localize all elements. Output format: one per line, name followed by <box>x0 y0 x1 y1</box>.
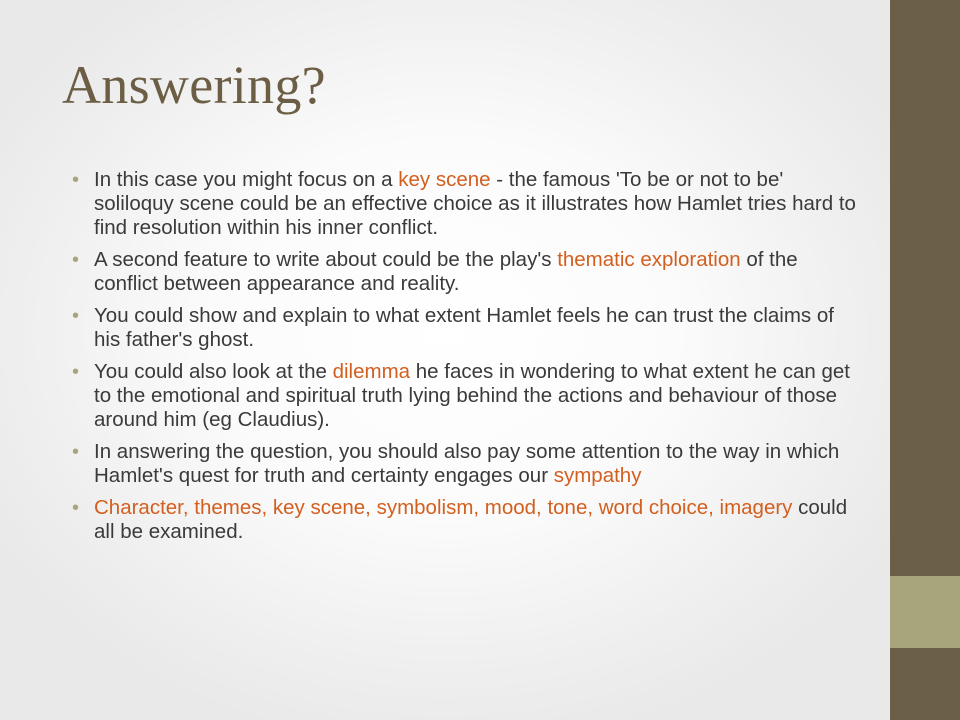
bullet-marker: • <box>72 305 80 327</box>
bullet-text: A second feature to write about could be the play's <box>94 248 558 271</box>
bullet-item <box>70 440 860 488</box>
bullet-text: - the famous 'To be or not to be' soliloquy scene could be an effective choice as it illustrates how Hamlet tries hard to find resolution within his inner conflict. <box>94 168 856 239</box>
highlighted-text: sympathy <box>553 464 642 487</box>
decorative-sidebar-band <box>890 576 960 648</box>
highlighted-text: dilemma <box>332 360 411 383</box>
bullet-item <box>70 360 860 432</box>
highlighted-text: Character, themes, key scene, symbolism, mood, tone, word choice, imagery <box>94 496 793 519</box>
bullet-item <box>70 248 860 296</box>
bullet-text: You could also look at the <box>94 360 333 383</box>
bullet-text: In this case you might focus on a <box>94 168 399 191</box>
slide-title: Answering? <box>62 55 326 115</box>
bullet-marker: • <box>72 169 80 191</box>
bullet-text: he faces in wondering to what extent he can get to the emotional and spiritual truth lying behind the actions and behaviour of those around him (eg Claudius). <box>94 360 850 431</box>
bullet-marker: • <box>72 361 80 383</box>
bullet-marker: • <box>72 441 80 463</box>
highlighted-text: thematic exploration <box>557 248 741 271</box>
bullet-text: of the conflict between appearance and reality. <box>94 248 798 295</box>
bullet-marker: • <box>72 249 80 271</box>
bullet-text: You could show and explain to what extent Hamlet feels he can trust the claims of his father's ghost. <box>94 304 834 351</box>
bullet-list <box>70 168 860 552</box>
highlighted-text: key scene <box>398 168 491 191</box>
bullet-marker: • <box>72 497 80 519</box>
bullet-item <box>70 168 860 240</box>
bullet-text: In answering the question, you should also pay some attention to the way in which Hamlet's quest for truth and certainty engages our <box>94 440 840 487</box>
bullet-text: could all be examined. <box>94 496 848 543</box>
bullet-item <box>70 304 860 352</box>
bullet-item <box>70 496 860 544</box>
